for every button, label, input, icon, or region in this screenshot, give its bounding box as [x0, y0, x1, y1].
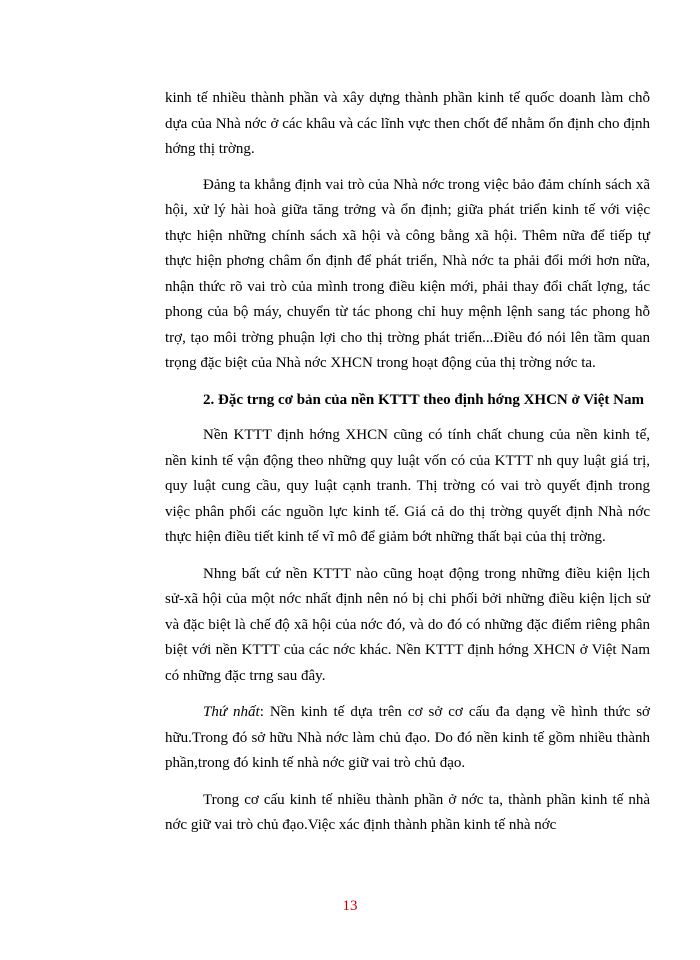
paragraph: kinh tế nhiều thành phần và xây dựng thành phần kinh tế quốc doanh làm chỗ dựa của Nhà nớc ở các khâu và các lĩnh vực then chốt để nhằm ổn định cho định hớng thị trờng. — [165, 90, 650, 157]
paragraph — [165, 700, 650, 777]
paragraph-lead: Thứ nhất — [203, 704, 260, 720]
paragraph: Trong cơ cấu kinh tế nhiều thành phần ở nớc ta, thành phần kinh tế nhà nớc giữ vai trò chủ đạo.Việc xác định thành phần kinh tế nhà nớc — [165, 791, 650, 833]
section-heading: 2. Đặc trng cơ bản của nền KTTT theo định hớng XHCN ở Việt Nam — [203, 391, 644, 408]
paragraph: Đảng ta khẳng định vai trò của Nhà nớc trong việc bảo đảm chính sách xã hội, xử lý hài hoà giữa tăng trởng và ổn định; giữa phát triển kinh tế với việc thực hiện những chính sách xã hội và công bằng xã hội. Thêm nữa để tiếp tự thực hiện phơng châm ổn định để phát triển, Nhà nớc ta phải đổi mới hơn nữa, nhận thức rõ vai trò của mình trong điều kiện mới, phải thay đổi chất lợng, tác phong của bộ máy, chuyển từ tác phong chỉ huy mệnh lệnh sang tác phong hỗ trợ, tạo môi trờng phuận lợi cho thị trờng phát triển...Điều đó nói lên tầm quan trọng đặc biệt của Nhà nớc XHCN trong hoạt động của thị trờng nớc ta. — [165, 176, 650, 371]
paragraph: Nền KTTT định hớng XHCN cũng có tính chất chung của nền kinh tế, nền kinh tế vận động theo những quy luật vốn có của KTTT nh quy luật giá trị, quy luật cung cầu, quy luật cạnh tranh. Thị trờng có vai trò quyết định trong việc phân phối các nguồn lực kinh tế. Giá cả do thị trờng quyết định Nhà nớc thực hiện điều tiết kinh tế vĩ mô để giảm bớt những thất bại của thị trờng. — [165, 427, 650, 545]
paragraph-text: : Nền kinh tế dựa trên cơ sở cơ cấu đa dạng về hình thức sở hữu.Trong đó sở hữu Nhà nớc làm chủ đạo. Do đó nền kinh tế gồm nhiều thành phần,trong đó kinh tế nhà nớc giữ vai trò chủ đạo. — [165, 704, 650, 771]
page-body — [165, 86, 650, 850]
paragraph: Nhng bất cứ nền KTTT nào cũng hoạt động trong những điều kiện lịch sử-xã hội của một nớc nhất định nên nó bị chi phối bởi những điều kiện lịch sử và đặc biệt là chế độ xã hội của nớc đó, và do đó có những đặc điểm riêng phân biệt với nền KTTT của các nớc khác. Nền KTTT định hớng XHCN ở Việt Nam có những đặc trng sau đây. — [165, 565, 650, 684]
page-number: 13 — [342, 898, 358, 914]
